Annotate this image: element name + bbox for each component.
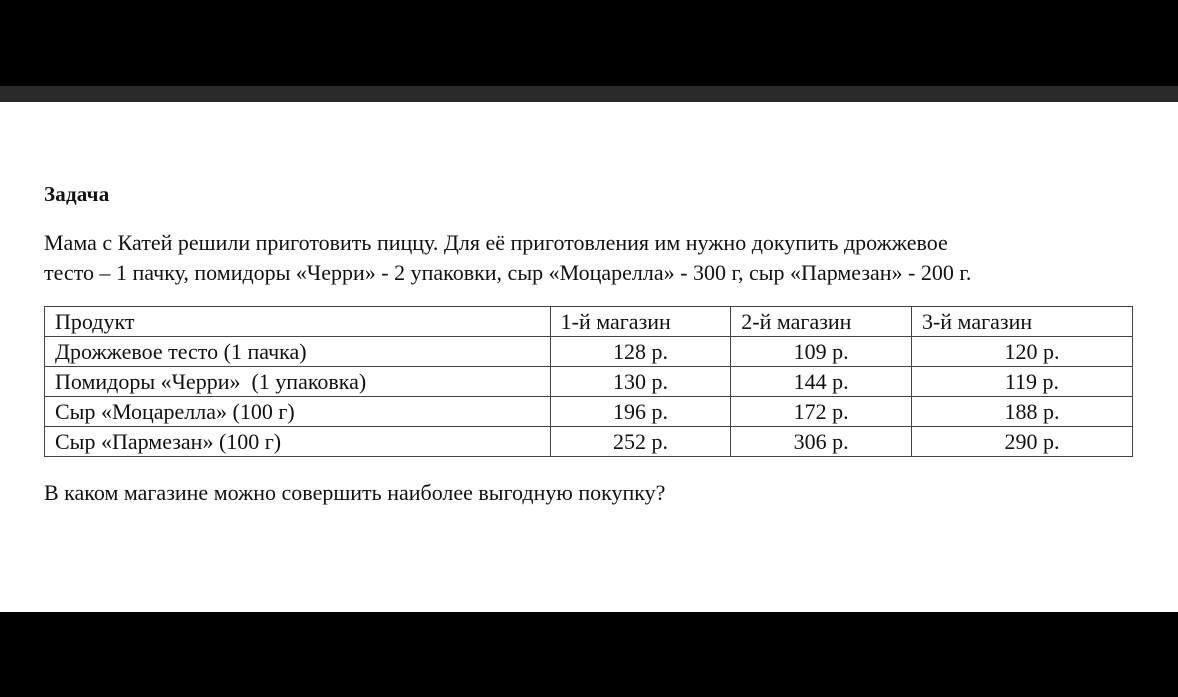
price-shop-1: 128 р. <box>550 337 731 367</box>
table-row <box>45 397 1133 427</box>
price-shop-2: 172 р. <box>731 397 912 427</box>
price-shop-2: 144 р. <box>731 367 912 397</box>
task-text-line: Мама с Катей решили приготовить пиццу. Для её приготовления им нужно докупить дрожжевое <box>44 230 948 255</box>
product-name: Сыр «Моцарелла» (100 г) <box>45 397 551 427</box>
header-shop-2: 2-й магазин <box>731 307 912 337</box>
header-shop-1: 1-й магазин <box>550 307 731 337</box>
product-name: Дрожжевое тесто (1 пачка) <box>45 337 551 367</box>
table-row <box>45 367 1133 397</box>
product-name: Помидоры «Черри» (1 упаковка) <box>45 367 551 397</box>
table-row <box>45 427 1133 457</box>
task-text-line: тесто – 1 пачку, помидоры «Черри» - 2 упаковки, сыр «Моцарелла» - 300 г, сыр «Пармезан» - 200 г. <box>44 260 972 285</box>
bottom-black-bar <box>0 612 1178 697</box>
price-shop-1: 196 р. <box>550 397 731 427</box>
price-shop-2: 109 р. <box>731 337 912 367</box>
task-text <box>44 228 1134 288</box>
header-product: Продукт <box>45 307 551 337</box>
price-shop-1: 130 р. <box>550 367 731 397</box>
price-table <box>44 306 1133 457</box>
task-question: В каком магазине можно совершить наиболее выгодную покупку? <box>44 480 666 505</box>
price-shop-3: 290 р. <box>911 427 1132 457</box>
price-shop-1: 252 р. <box>550 427 731 457</box>
top-black-bar <box>0 0 1178 86</box>
product-name: Сыр «Пармезан» (100 г) <box>45 427 551 457</box>
top-grey-strip <box>0 86 1178 102</box>
table-header-row <box>45 307 1133 337</box>
header-shop-3: 3-й магазин <box>911 307 1132 337</box>
table-row <box>45 337 1133 367</box>
document-page <box>0 102 1178 612</box>
price-shop-3: 120 р. <box>911 337 1132 367</box>
price-shop-2: 306 р. <box>731 427 912 457</box>
task-title: Задача <box>44 182 110 206</box>
price-shop-3: 188 р. <box>911 397 1132 427</box>
price-shop-3: 119 р. <box>911 367 1132 397</box>
